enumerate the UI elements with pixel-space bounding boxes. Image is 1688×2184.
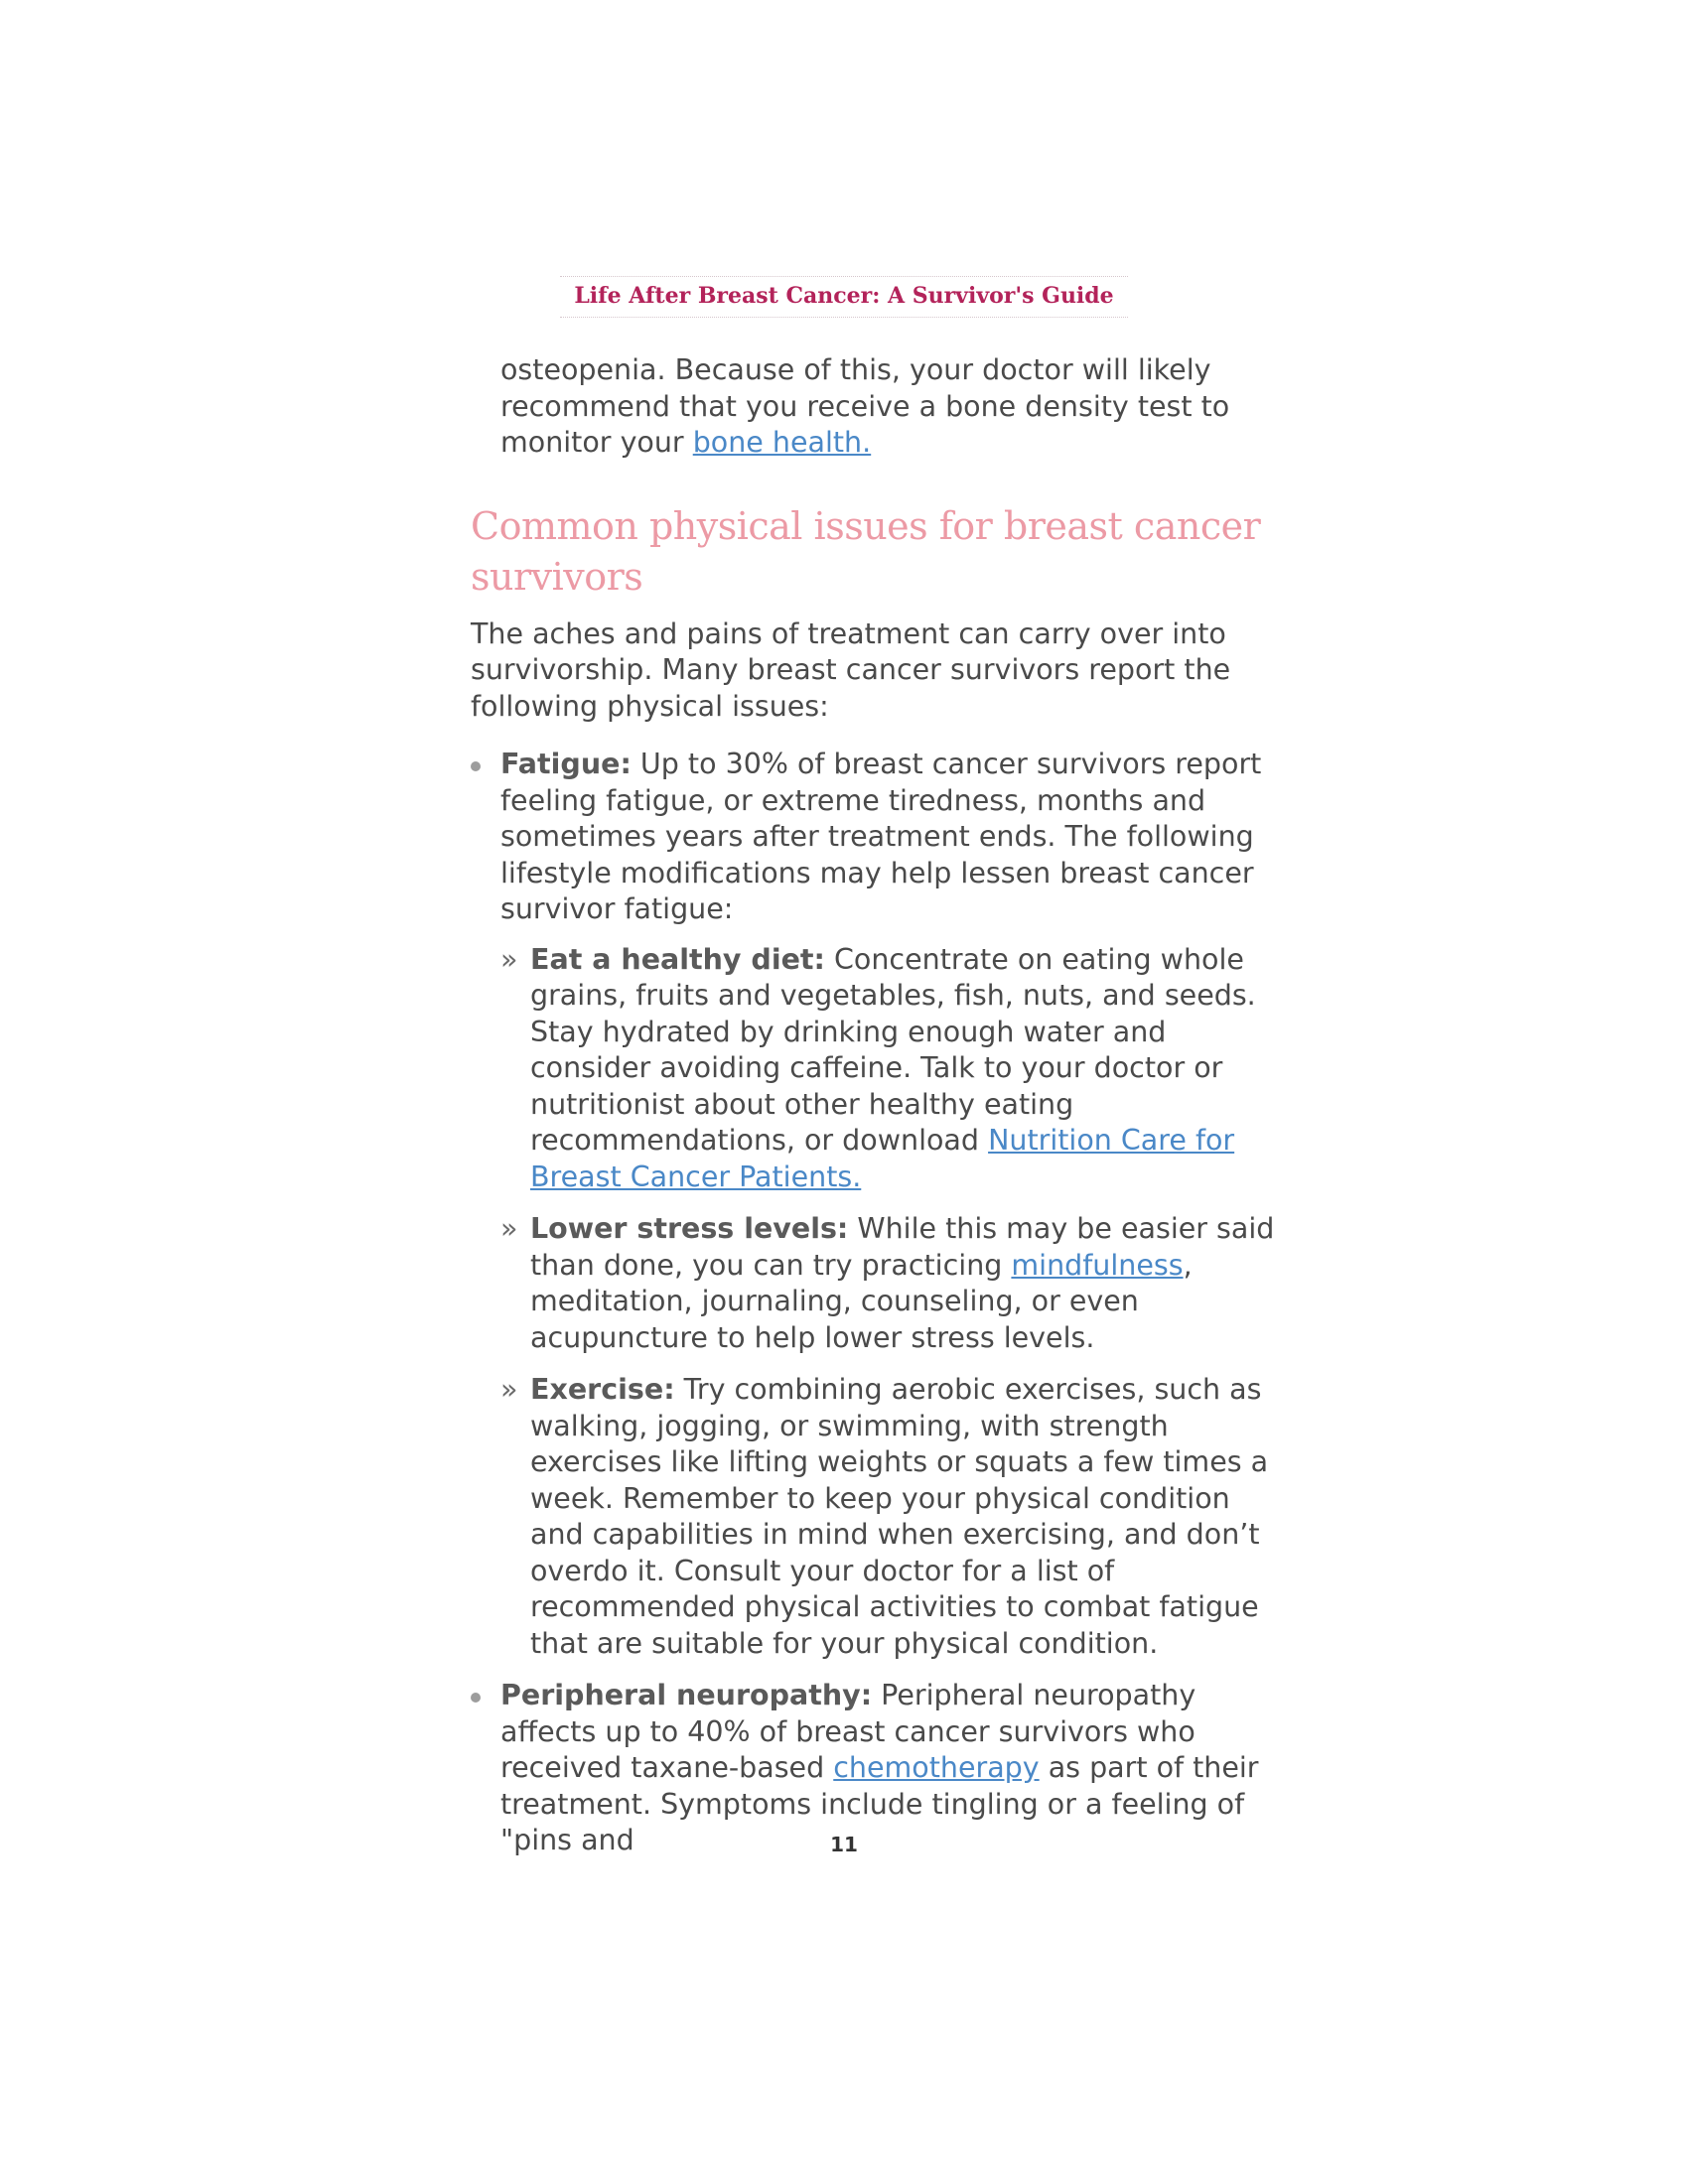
nutrition-care-link[interactable]: Nutrition Care for Breast Cancer Patients.: [530, 1124, 1235, 1193]
list-item-fatigue: [471, 747, 1275, 1662]
running-header: [0, 276, 1688, 318]
diet-term: Eat a healthy diet:: [530, 942, 825, 976]
physical-issues-list: [471, 747, 1275, 1859]
guide-title: Life After Breast Cancer: A Survivor's Guide: [560, 276, 1127, 318]
stress-text-before: While this may be easier said than done, you can try practicing: [530, 1212, 1275, 1282]
section-heading: Common physical issues for breast cancer survivors: [471, 503, 1261, 599]
fatigue-term: Fatigue:: [500, 748, 632, 780]
fatigue-tips-list: [500, 942, 1275, 1663]
fatigue-text: Up to 30% of breast cancer survivors report feeling fatigue, or extreme tiredness, months and sometimes years after treatment ends. The following lifestyle modifications may help lessen breast cancer survivor fatigue:: [500, 748, 1262, 925]
chevron-right-icon: »: [500, 1212, 518, 1245]
stress-term: Lower stress levels:: [530, 1212, 849, 1245]
chevron-right-icon: »: [500, 1373, 518, 1406]
bullet-icon: [471, 761, 481, 771]
stress-text-after: , meditation, journaling, counseling, or even acupuncture to help lower stress levels.: [530, 1248, 1193, 1354]
neuropathy-text-after: as part of their treatment. Symptoms include tingling or a feeling of "pins and: [500, 1751, 1259, 1856]
bullet-icon: [471, 1693, 481, 1703]
continuation-paragraph: osteopenia. Because of this, your doctor will likely recommend that you receive a bone density test to monitor your bone health.: [500, 353, 1230, 459]
neuropathy-text-before: Peripheral neuropathy affects up to 40% of breast cancer survivors who received taxane-based: [500, 1679, 1196, 1784]
chemotherapy-link[interactable]: chemotherapy: [833, 1751, 1040, 1784]
mindfulness-link[interactable]: mindfulness: [1011, 1248, 1184, 1282]
page-content: [471, 352, 1275, 1873]
sub-item-stress: [500, 1211, 1275, 1356]
exercise-text: Try combining aerobic exercises, such as walking, jogging, or swimming, with strength exercises like lifting weights or squats a few times a week. Remember to keep your physical condition and capabilities in mind when exercising, and don’t overdo it. Consult your doctor for a list of recommended physical activities to combat fatigue that are suitable for your physical condition.: [530, 1373, 1269, 1660]
bone-health-link[interactable]: bone health.: [692, 426, 872, 459]
exercise-term: Exercise:: [530, 1373, 675, 1406]
section-intro: The aches and pains of treatment can carry over into survivorship. Many breast cancer survivors report the following physical issues:: [471, 616, 1231, 723]
chevron-right-icon: »: [500, 942, 518, 976]
page-number: 11: [830, 1833, 858, 1856]
sub-item-diet: [500, 942, 1275, 1196]
diet-text: Concentrate on eating whole grains, fruits and vegetables, fish, nuts, and seeds. Stay hydrated by drinking enough water and consider avoiding caffeine. Talk to your doctor or nutritionist about other healthy eating recommendations, or download: [530, 942, 1256, 1157]
neuropathy-term: Peripheral neuropathy:: [500, 1679, 873, 1711]
sub-item-exercise: [500, 1372, 1275, 1662]
